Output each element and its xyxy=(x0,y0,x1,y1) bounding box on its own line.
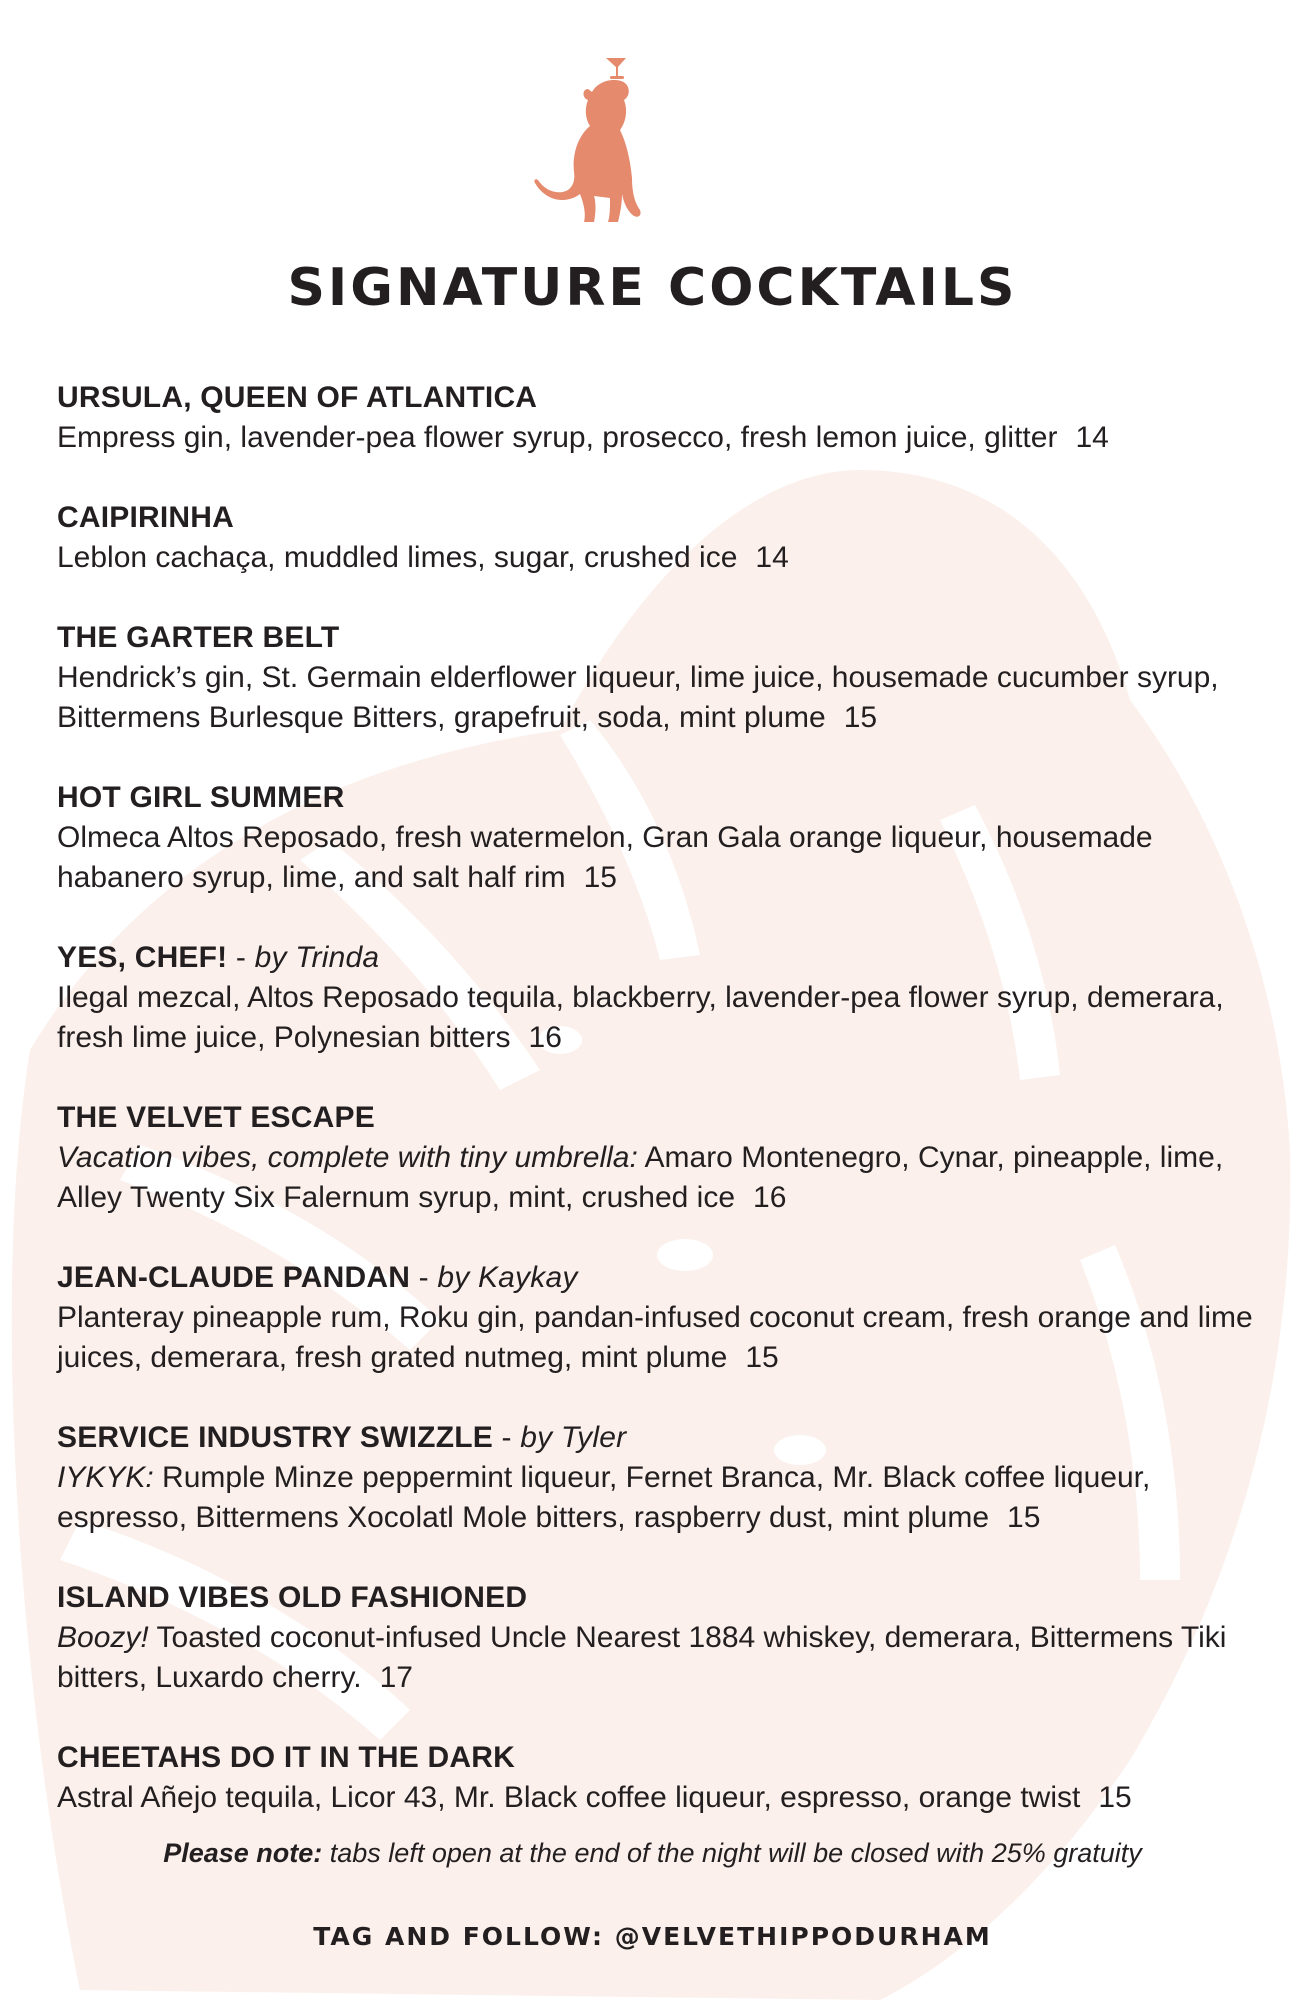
cocktail-item xyxy=(57,938,1257,1058)
cocktail-price: 15 xyxy=(745,1341,779,1374)
cocktail-item xyxy=(57,378,1257,458)
cocktail-name: SERVICE INDUSTRY SWIZZLE - by Tyler xyxy=(57,1421,627,1454)
cocktail-name: CHEETAHS DO IT IN THE DARK xyxy=(57,1741,515,1774)
cocktail-item xyxy=(57,1578,1257,1698)
cocktail-description: Leblon cachaça, muddled limes, sugar, crushed ice 14 xyxy=(57,541,789,574)
cocktail-name: URSULA, QUEEN OF ATLANTICA xyxy=(57,381,538,414)
cocktail-author: by Trinda xyxy=(254,941,380,974)
cocktail-price: 14 xyxy=(755,541,789,574)
cocktail-description: Olmeca Altos Reposado, fresh watermelon, Gran Gala orange liqueur, housemade habanero syrup, lime, and salt half rim 15 xyxy=(57,821,1153,894)
cocktail-description: Planteray pineapple rum, Roku gin, pandan-infused coconut cream, fresh orange and lime juices, demerara, fresh grated nutmeg, mint plume 15 xyxy=(57,1301,1253,1374)
cocktail-intro: Boozy! xyxy=(57,1621,149,1654)
cocktail-description: IYKYK: Rumple Minze peppermint liqueur, Fernet Branca, Mr. Black coffee liqueur, espresso, Bittermens Xocolatl Mole bitters, raspberry dust, mint plume 15 xyxy=(57,1461,1151,1534)
cocktail-name: HOT GIRL SUMMER xyxy=(57,781,345,814)
cocktail-author: by Kaykay xyxy=(437,1261,578,1294)
cocktail-item xyxy=(57,1738,1257,1818)
social-handle-footer: TAG AND FOLLOW: @VELVETHIPPODURHAM xyxy=(313,1922,992,1951)
dog-balancing-martini-glass-icon xyxy=(530,52,646,224)
cocktail-item xyxy=(57,778,1257,898)
cocktail-price: 15 xyxy=(583,861,617,894)
cocktail-item xyxy=(57,1098,1257,1218)
cocktail-item xyxy=(57,618,1257,738)
cocktail-description: Astral Añejo tequila, Licor 43, Mr. Black coffee liqueur, espresso, orange twist 15 xyxy=(57,1781,1132,1814)
cocktail-description: Empress gin, lavender-pea flower syrup, prosecco, fresh lemon juice, glitter 14 xyxy=(57,421,1109,454)
cocktail-author: by Tyler xyxy=(520,1421,627,1454)
cocktail-list xyxy=(57,378,1257,1858)
cocktail-description: Boozy! Toasted coconut-infused Uncle Nearest 1884 whiskey, demerara, Bittermens Tiki bitters, Luxardo cherry. 17 xyxy=(57,1621,1227,1694)
cocktail-item xyxy=(57,1258,1257,1378)
cocktail-price: 16 xyxy=(753,1181,787,1214)
cocktail-price: 14 xyxy=(1075,421,1109,454)
cocktail-description: Ilegal mezcal, Altos Reposado tequila, blackberry, lavender-pea flower syrup, demerara, fresh lime juice, Polynesian bitters 16 xyxy=(57,981,1224,1054)
page-title: SIGNATURE COCKTAILS xyxy=(287,258,1018,318)
cocktail-name: THE GARTER BELT xyxy=(57,621,340,654)
cocktail-name: ISLAND VIBES OLD FASHIONED xyxy=(57,1581,528,1614)
cocktail-name: CAIPIRINHA xyxy=(57,501,235,534)
cocktail-item xyxy=(57,498,1257,578)
cocktail-description: Vacation vibes, complete with tiny umbrella: Amaro Montenegro, Cynar, pineapple, lime, Alley Twenty Six Falernum syrup, mint, crushed ice 16 xyxy=(57,1141,1224,1214)
cocktail-price: 15 xyxy=(1007,1501,1041,1534)
cocktail-price: 16 xyxy=(528,1021,562,1054)
cocktail-name: THE VELVET ESCAPE xyxy=(57,1101,375,1134)
cocktail-intro: IYKYK: xyxy=(57,1461,154,1494)
cocktail-price: 15 xyxy=(843,701,878,734)
cocktail-intro: Vacation vibes, complete with tiny umbrella: xyxy=(57,1141,638,1174)
cocktail-name: JEAN-CLAUDE PANDAN - by Kaykay xyxy=(57,1261,578,1294)
cocktail-price: 15 xyxy=(1098,1781,1132,1814)
cocktail-item xyxy=(57,1418,1257,1538)
cocktail-price: 17 xyxy=(379,1661,413,1694)
cocktail-name: YES, CHEF! - by Trinda xyxy=(57,941,380,974)
gratuity-note: Please note: tabs left open at the end of the night will be closed with 25% gratuity xyxy=(163,1838,1142,1868)
cocktail-description: Hendrick’s gin, St. Germain elderflower liqueur, lime juice, housemade cucumber syrup, Bittermens Burlesque Bitters, grapefruit, soda, mint plume 15 xyxy=(57,661,1219,734)
